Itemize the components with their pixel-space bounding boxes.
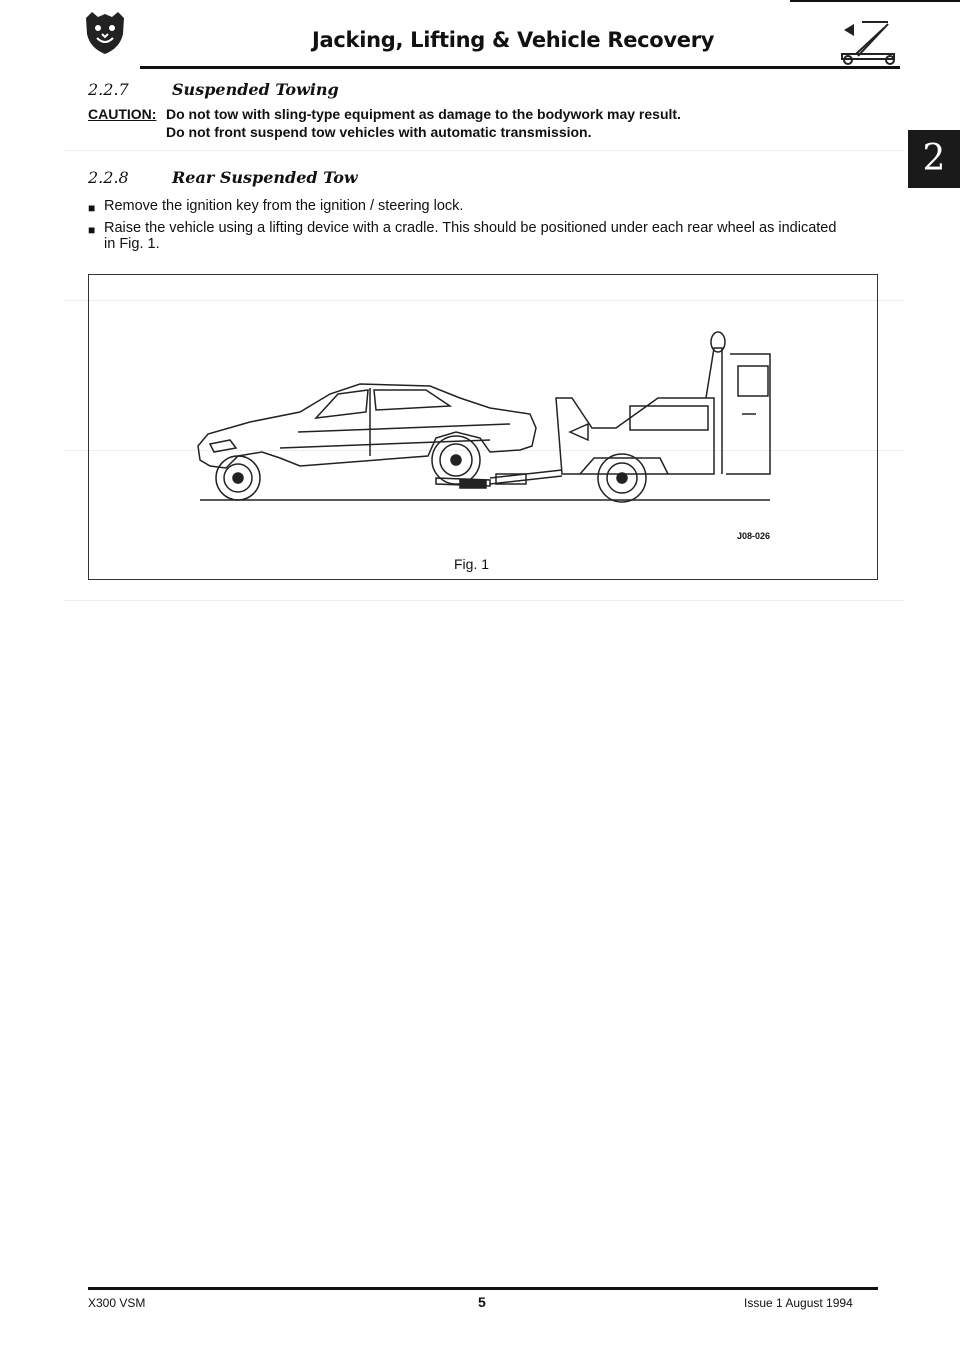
footer-rule — [88, 1287, 878, 1290]
header-top-rule — [790, 0, 960, 2]
section-number-227: 2.2.7 — [88, 80, 129, 99]
page-number: 5 — [478, 1294, 486, 1310]
bullet-icon: ■ — [88, 201, 96, 215]
bullet-icon: ■ — [88, 223, 96, 237]
jaguar-head-icon — [80, 8, 130, 58]
lift-cradle — [436, 470, 562, 488]
section-number-228: 2.2.8 — [88, 168, 129, 187]
section-title-228: Rear Suspended Tow — [172, 168, 358, 187]
list-item-continuation: in Fig. 1. — [104, 236, 160, 252]
header-rule — [140, 66, 900, 69]
list-item: Raise the vehicle using a lifting device with a cradle. This should be positioned under each rear wheel as indicated — [104, 220, 837, 236]
section-title-227: Suspended Towing — [172, 80, 339, 99]
rear-suspended-tow-illustration — [190, 328, 780, 514]
footer-issue: Issue 1 August 1994 — [744, 1296, 853, 1310]
caution-line-1: Do not tow with sling-type equipment as damage to the bodywork may result. — [166, 106, 681, 122]
divider — [64, 600, 904, 601]
tow-lift-icon — [836, 18, 900, 66]
footer-doc-id: X300 VSM — [88, 1296, 146, 1310]
figure-caption: Fig. 1 — [454, 556, 490, 572]
divider — [64, 150, 904, 151]
page-title: Jacking, Lifting & Vehicle Recovery — [312, 28, 715, 52]
chapter-tab: 2 — [908, 130, 960, 188]
caution-line-2: Do not front suspend tow vehicles with automatic transmission. — [166, 124, 592, 140]
figure-code: J08-026 — [737, 531, 771, 541]
tow-truck-icon — [556, 332, 770, 502]
list-item: Remove the ignition key from the ignition / steering lock. — [104, 198, 464, 214]
caution-label: CAUTION: — [88, 106, 157, 122]
